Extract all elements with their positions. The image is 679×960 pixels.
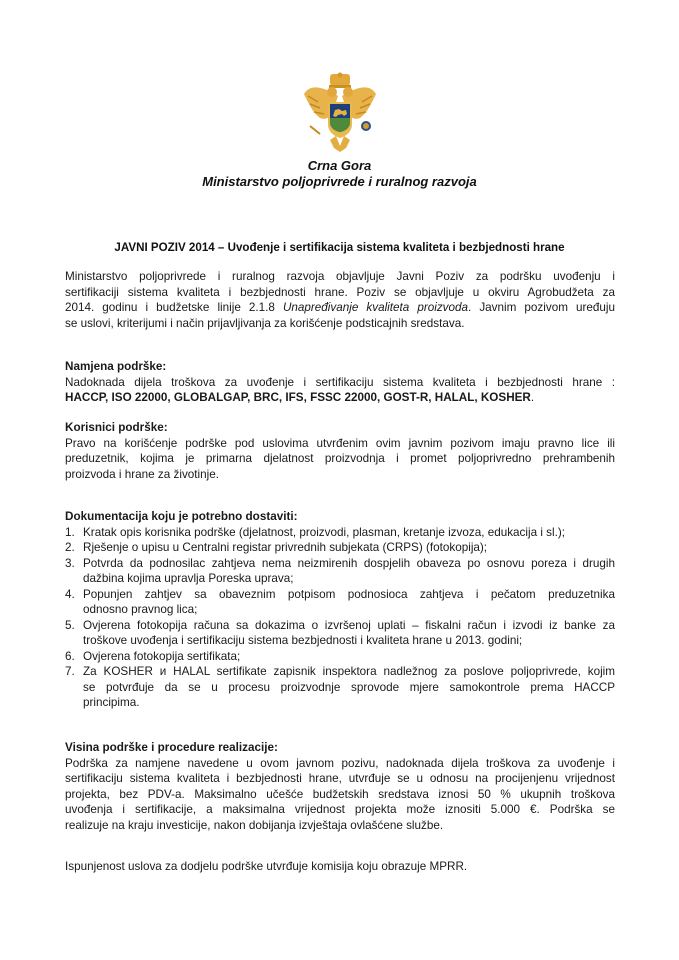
closing-text: Ispunjenost uslova za dodjelu podrške utvrđuje komisija koju obrazuje MPRR. xyxy=(65,860,468,873)
list-item xyxy=(65,649,615,665)
list-text: principima. xyxy=(83,696,140,709)
section-text: preduzetnik, kojima je primarna djelatnost proizvodnja i promet poljoprivredno prehrambenih xyxy=(65,452,615,465)
certificates-list: HACCP, ISO 22000, GLOBALGAP, BRC, IFS, FSSC 22000, GOST-R, HALAL, KOSHER xyxy=(65,391,531,404)
list-text: troškove uvođenja i sertifikaciju sistema bezbjednosti i kvaliteta hrane u 2013. godini; xyxy=(83,634,523,647)
intro-line: Ministarstvo poljoprivrede i ruralnog razvoja objavljuje Javni Poziv za podršku uvođenju i xyxy=(65,270,615,283)
coat-of-arms-icon xyxy=(302,72,378,154)
list-text: Popunjen zahtjev sa obaveznim potpisom podnosioca zahtjeva i pečatom preduzetnika xyxy=(83,587,615,601)
section-text: realizuje na kraju investicije, nakon dobijanja izvještaja ovlašćene službe. xyxy=(65,818,444,832)
list-item xyxy=(65,618,615,649)
closing-paragraph xyxy=(65,859,615,875)
section-heading: Korisnici podrške: xyxy=(65,421,168,434)
intro-line: sertifikaciji sistema kvaliteta i bezbjednosti hrane. Poziv se objavljuje u okviru Agrobudžeta za xyxy=(65,285,615,299)
section-text: projekta, bez PDV-a. Maksimalno učešće budžetskih sredstava iznosi 50 % ukupnih troškova xyxy=(65,787,615,801)
list-text: odnosno pravnog lica; xyxy=(83,603,198,616)
list-text: Ovjerena fotokopija računa sa dokazima o izvršenoj uplati – fiskalni račun i izvodi iz banke za xyxy=(83,618,615,632)
header-country: Crna Gora xyxy=(307,158,372,173)
intro-line xyxy=(65,300,615,316)
list-number: 4. xyxy=(65,587,75,601)
list-item xyxy=(65,540,615,556)
list-item xyxy=(65,587,615,618)
section-heading: Dokumentacija koju je potrebno dostaviti: xyxy=(65,510,298,523)
list-text: se potvrđuje da se u procesu proizvodnje sprovode mjere samokontrole prema HACCP xyxy=(83,680,615,694)
section-dokumentacija xyxy=(65,509,615,711)
section-text: Pravo na korišćenje podrške pod uslovima utvrđenim ovim javnim pozivom imaju pravno lice ili xyxy=(65,436,615,450)
list-item xyxy=(65,556,615,587)
list-number: 5. xyxy=(65,618,75,632)
section-heading: Visina podrške i procedure realizacije: xyxy=(65,741,278,754)
list-number: 2. xyxy=(65,541,75,554)
budget-line-name: Unapređivanje kvaliteta proizvoda xyxy=(282,301,469,314)
certificates-line xyxy=(65,390,615,406)
header-ministry: Ministarstvo poljoprivrede i ruralnog razvoja xyxy=(202,174,477,189)
section-text: uvođenja i sertifikacije, a maksimalna vrijednost projekta može iznositi 5.000 €. Podrška se xyxy=(65,803,615,816)
document-title: JAVNI POZIV 2014 – Uvođenje i sertifikacija sistema kvaliteta i bezbjednosti hrane xyxy=(114,241,565,254)
list-text: Za KOSHER и HALAL sertifikate zapisnik inspektora nadležnog za poslove poljoprivrede, kojim xyxy=(83,665,615,678)
list-number: 7. xyxy=(65,665,75,678)
list-number: 3. xyxy=(65,556,75,570)
intro-text: 2014. godinu i budžetske linije 2.1.8 xyxy=(65,301,283,314)
list-text: Ovjerena fotokopija sertifikata; xyxy=(83,649,241,663)
section-text: sertifikaciju sistema kvaliteta i bezbjednosti hrane, utvrđuje se u odnosu na procijenjenu vrijednost xyxy=(65,772,615,785)
list-number: 6. xyxy=(65,649,75,663)
list-text: Rješenje o upisu u Centralni registar privrednih subjekata (CRPS) (fotokopija); xyxy=(83,541,488,554)
intro-text: . Javnim pozivom uređuju xyxy=(468,301,615,314)
list-text: Potvrda da podnosilac zahtjeva nema neizmirenih dospjelih obaveza po osnovu poreza i drugih xyxy=(83,556,615,570)
section-text: proizvoda i hrane za životinje. xyxy=(65,467,219,481)
section-text: Nadoknada dijela troškova za uvođenje i sertifikaciju sistema kvaliteta i bezbjednosti hrane : xyxy=(65,375,615,389)
section-visina xyxy=(65,740,615,833)
period: . xyxy=(530,391,535,404)
list-number: 1. xyxy=(65,525,75,539)
section-namjena xyxy=(65,359,615,406)
list-item xyxy=(65,525,615,541)
section-text: Podrška za namjene navedene u ovom javnom pozivu, nadoknada dijela troškova za uvođenje i xyxy=(65,756,615,770)
section-heading: Namjena podrške: xyxy=(65,360,167,373)
list-text: dažbina kojima upravlja Poreska uprava; xyxy=(83,572,294,585)
section-korisnici xyxy=(65,420,615,482)
list-item xyxy=(65,664,615,711)
intro-line: se uslovi, kriterijumi i način prijavljivanja za korišćenje podsticajnih sredstava. xyxy=(65,316,465,330)
intro-paragraph xyxy=(65,269,615,331)
list-text: Kratak opis korisnika podrške (djelatnost, proizvodi, plasman, kretanje izvoza, edukacija i sl.); xyxy=(83,525,566,539)
